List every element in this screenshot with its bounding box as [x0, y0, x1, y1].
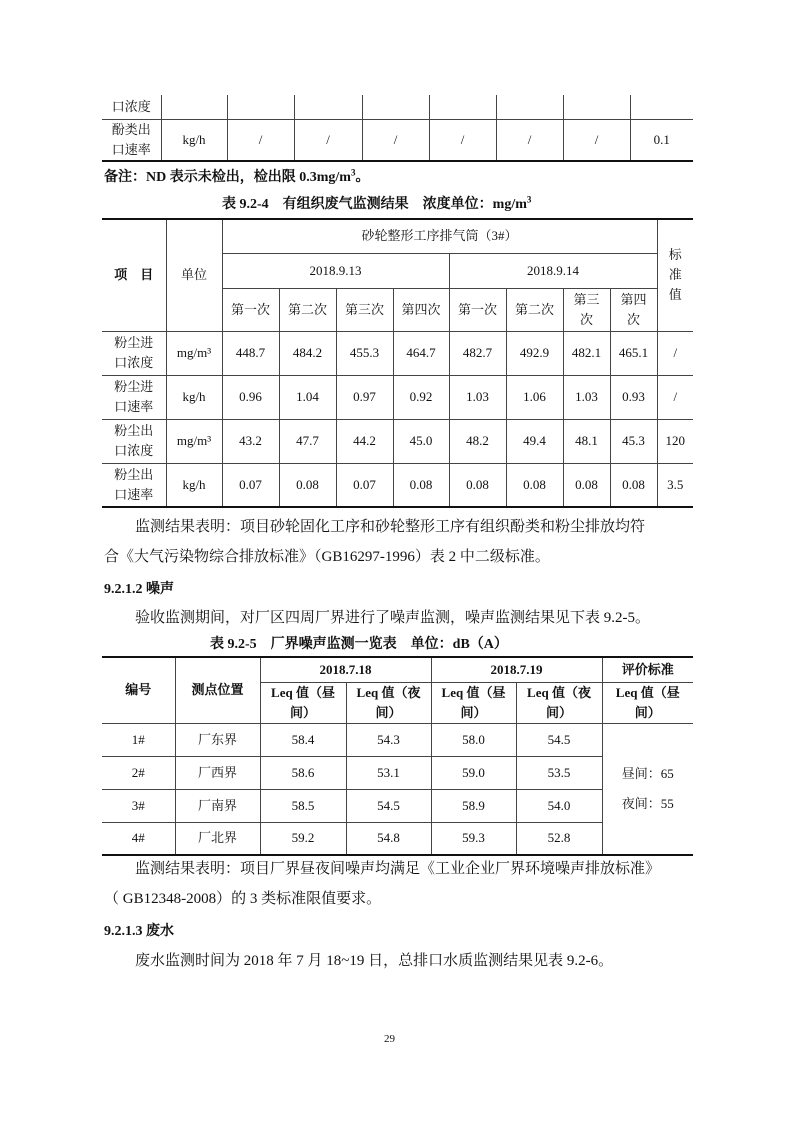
page-number: 29	[384, 1033, 395, 1045]
table-row	[102, 419, 693, 463]
leq-line2: 间）	[634, 704, 661, 720]
value-cell: 0.08	[610, 463, 657, 507]
row-label-line1: 粉尘进	[114, 379, 154, 394]
row-label-line1: 粉尘出	[114, 423, 154, 438]
item-label-line2: 口速率	[111, 141, 151, 157]
value-cell: /	[496, 119, 563, 161]
value-cell: /	[362, 119, 429, 161]
value-cell: 0.1	[630, 119, 693, 161]
value-cell: 49.4	[506, 419, 563, 463]
header-run: 第二次	[279, 288, 336, 331]
header-standard	[657, 219, 693, 331]
id-cell: 1#	[102, 723, 175, 756]
standard-cell: /	[657, 331, 693, 375]
value-cell: 0.97	[336, 375, 393, 419]
value-cell: 58.0	[431, 723, 516, 756]
note-suffix: 。	[355, 170, 370, 185]
unit-cell: kg/h	[166, 375, 222, 419]
header-run: 第一次	[222, 288, 279, 331]
value-cell: 59.0	[431, 756, 516, 789]
cell	[563, 95, 630, 119]
value-cell: 54.5	[516, 723, 602, 756]
row-label	[102, 331, 166, 375]
header-item	[102, 219, 166, 331]
unit-cell: kg/h	[161, 119, 227, 161]
value-cell: 484.2	[279, 331, 336, 375]
value-cell: 455.3	[336, 331, 393, 375]
location-cell: 厂南界	[175, 789, 260, 822]
value-cell: 0.08	[279, 463, 336, 507]
header-unit: 单位	[166, 219, 222, 331]
standard-cell: 3.5	[657, 463, 693, 507]
paragraph-result-1-line1: 监测结果表明：项目砂轮固化工序和砂轮整形工序有组织酚类和粉尘排放均符	[135, 519, 646, 535]
value-cell: /	[294, 119, 362, 161]
value-cell: 54.0	[516, 789, 602, 822]
row-label-line1: 粉尘进	[114, 335, 154, 350]
header-leq-night	[516, 682, 602, 723]
run-line1: 第三	[573, 291, 600, 307]
value-cell: /	[563, 119, 630, 161]
value-cell: 58.5	[260, 789, 346, 822]
header-leq-day	[260, 682, 346, 723]
standard-char: 标	[668, 247, 682, 263]
value-cell: 0.93	[610, 375, 657, 419]
row-label-line2: 口浓度	[114, 443, 154, 458]
value-cell: 492.9	[506, 331, 563, 375]
row-label	[102, 119, 161, 161]
header-run: 第四次	[393, 288, 449, 331]
note-text: 备注：ND 表示未检出，检出限 0.3mg/m	[104, 170, 351, 185]
value-cell: 52.8	[516, 822, 602, 855]
value-cell: 448.7	[222, 331, 279, 375]
header-run	[610, 288, 657, 331]
table-9-2-5	[102, 656, 693, 856]
value-cell: 59.2	[260, 822, 346, 855]
table-9-2-5-caption: 表 9.2-5 厂界噪声监测一览表 单位：dB（A）	[210, 637, 508, 652]
value-cell: 43.2	[222, 419, 279, 463]
row-label	[102, 95, 161, 119]
value-cell: 1.03	[563, 375, 610, 419]
value-cell: 48.2	[449, 419, 506, 463]
value-cell: 59.3	[431, 822, 516, 855]
id-cell: 2#	[102, 756, 175, 789]
note-sup: 3	[350, 167, 356, 178]
standard-night: 夜间：55	[621, 795, 674, 811]
header-run: 第一次	[449, 288, 506, 331]
standard-cell: /	[657, 375, 693, 419]
value-cell: 0.08	[506, 463, 563, 507]
table-row	[102, 723, 693, 756]
standard-char: 值	[668, 287, 682, 303]
paragraph-result-2-line2: （ GB12348-2008）的 3 类标准限值要求。	[104, 891, 382, 907]
value-cell: 58.9	[431, 789, 516, 822]
value-cell: 54.8	[346, 822, 431, 855]
row-label	[102, 463, 166, 507]
value-cell: 53.1	[346, 756, 431, 789]
header-standard: 评价标准	[602, 657, 693, 682]
header-location: 测点位置	[175, 657, 260, 723]
value-cell: 48.1	[563, 419, 610, 463]
standard-cell: 120	[657, 419, 693, 463]
row-label-line2: 口速率	[114, 399, 154, 414]
location-cell: 厂西界	[175, 756, 260, 789]
leq-line1: Leq 值（昼	[615, 684, 680, 700]
header-run	[563, 288, 610, 331]
cell	[630, 95, 693, 119]
leq-line1: Leq 值（昼	[271, 684, 335, 700]
value-cell: 482.7	[449, 331, 506, 375]
header-leq-day-standard	[602, 682, 693, 723]
value-cell: 464.7	[393, 331, 449, 375]
value-cell: 45.0	[393, 419, 449, 463]
value-cell: 1.04	[279, 375, 336, 419]
value-cell: 45.3	[610, 419, 657, 463]
leq-line1: Leq 值（夜	[527, 684, 591, 700]
value-cell: 1.06	[506, 375, 563, 419]
value-cell: 54.5	[346, 789, 431, 822]
unit-cell: mg/m³	[166, 419, 222, 463]
table-row	[102, 119, 693, 161]
value-cell: 44.2	[336, 419, 393, 463]
leq-line1: Leq 值（昼	[441, 684, 506, 700]
standard-day: 昼间：65	[621, 765, 674, 781]
value-cell: 0.08	[563, 463, 610, 507]
value-cell: 0.08	[393, 463, 449, 507]
caption-sup: 3	[526, 194, 532, 205]
cell	[362, 95, 429, 119]
header-run: 第三次	[336, 288, 393, 331]
leq-line2: 间）	[289, 704, 316, 720]
leq-line1: Leq 值（夜	[356, 684, 421, 700]
paragraph-result-2-line1: 监测结果表明：项目厂界昼夜间噪声均满足《工业企业厂界环境噪声排放标准》	[135, 861, 661, 877]
header-date-2: 2018.9.14	[449, 253, 657, 288]
row-label-line1: 粉尘出	[114, 466, 154, 482]
run-line2: 次	[579, 311, 593, 327]
table-9-2-4	[102, 218, 693, 508]
value-cell: /	[227, 119, 294, 161]
run-line2: 次	[627, 311, 641, 327]
table-row	[102, 375, 693, 419]
cell	[161, 95, 227, 119]
value-cell: 54.3	[346, 723, 431, 756]
row-label-line2: 口浓度	[114, 355, 154, 370]
leq-line2: 间）	[460, 704, 487, 720]
location-cell: 厂东界	[175, 723, 260, 756]
run-line1: 第四	[620, 291, 647, 307]
standard-char: 准	[668, 267, 682, 283]
value-cell: 53.5	[516, 756, 602, 789]
header-run: 第二次	[506, 288, 563, 331]
header-date-2: 2018.7.19	[431, 657, 602, 682]
value-cell: 0.08	[449, 463, 506, 507]
header-date-1: 2018.7.18	[260, 657, 431, 682]
top-table-fragment	[102, 95, 693, 162]
row-label-line2: 口速率	[114, 486, 154, 502]
table-row	[102, 331, 693, 375]
header-item-label: 项 目	[114, 267, 154, 283]
id-cell: 3#	[102, 789, 175, 822]
value-cell: 0.96	[222, 375, 279, 419]
location-cell: 厂北界	[175, 822, 260, 855]
header-source: 砂轮整形工序排气筒（3#）	[222, 219, 657, 253]
value-cell: /	[429, 119, 496, 161]
header-leq-day	[431, 682, 516, 723]
cell	[227, 95, 294, 119]
value-cell: 0.07	[222, 463, 279, 507]
unit-cell: mg/m³	[166, 331, 222, 375]
value-cell: 58.6	[260, 756, 346, 789]
standard-cell	[602, 723, 693, 855]
header-date-1: 2018.9.13	[222, 253, 449, 288]
paragraph-noise-intro: 验收监测期间，对厂区四周厂界进行了噪声监测，噪声监测结果见下表 9.2-5。	[135, 610, 650, 626]
value-cell: 47.7	[279, 419, 336, 463]
row-label	[102, 375, 166, 419]
cell	[496, 95, 563, 119]
section-heading-wastewater: 9.2.1.3 废水	[104, 924, 174, 939]
header-id: 编号	[102, 657, 175, 723]
item-label: 口浓度	[111, 98, 151, 114]
value-cell: 0.07	[336, 463, 393, 507]
header-leq-night	[346, 682, 431, 723]
leq-line2: 间）	[545, 704, 572, 720]
value-cell: 465.1	[610, 331, 657, 375]
leq-line2: 间）	[375, 704, 402, 720]
caption-text: 表 9.2-4 有组织废气监测结果 浓度单位：mg/m	[222, 197, 527, 212]
table-9-2-4-caption	[222, 193, 531, 213]
value-cell: 0.92	[393, 375, 449, 419]
section-heading-noise: 9.2.1.2 噪声	[104, 582, 174, 597]
paragraph-wastewater-intro: 废水监测时间为 2018 年 7 月 18~19 日，总排口水质监测结果见表 9.2-6。	[135, 953, 614, 969]
item-label-line1: 酚类出	[111, 121, 151, 137]
cell	[429, 95, 496, 119]
value-cell: 1.03	[449, 375, 506, 419]
row-label	[102, 419, 166, 463]
unit-cell: kg/h	[166, 463, 222, 507]
table-note	[104, 166, 369, 186]
paragraph-result-1-line2: 合《大气污染物综合排放标准》（GB16297-1996）表 2 中二级标准。	[104, 549, 550, 565]
table-row	[102, 463, 693, 507]
cell	[294, 95, 362, 119]
id-cell: 4#	[102, 822, 175, 855]
value-cell: 482.1	[563, 331, 610, 375]
value-cell: 58.4	[260, 723, 346, 756]
